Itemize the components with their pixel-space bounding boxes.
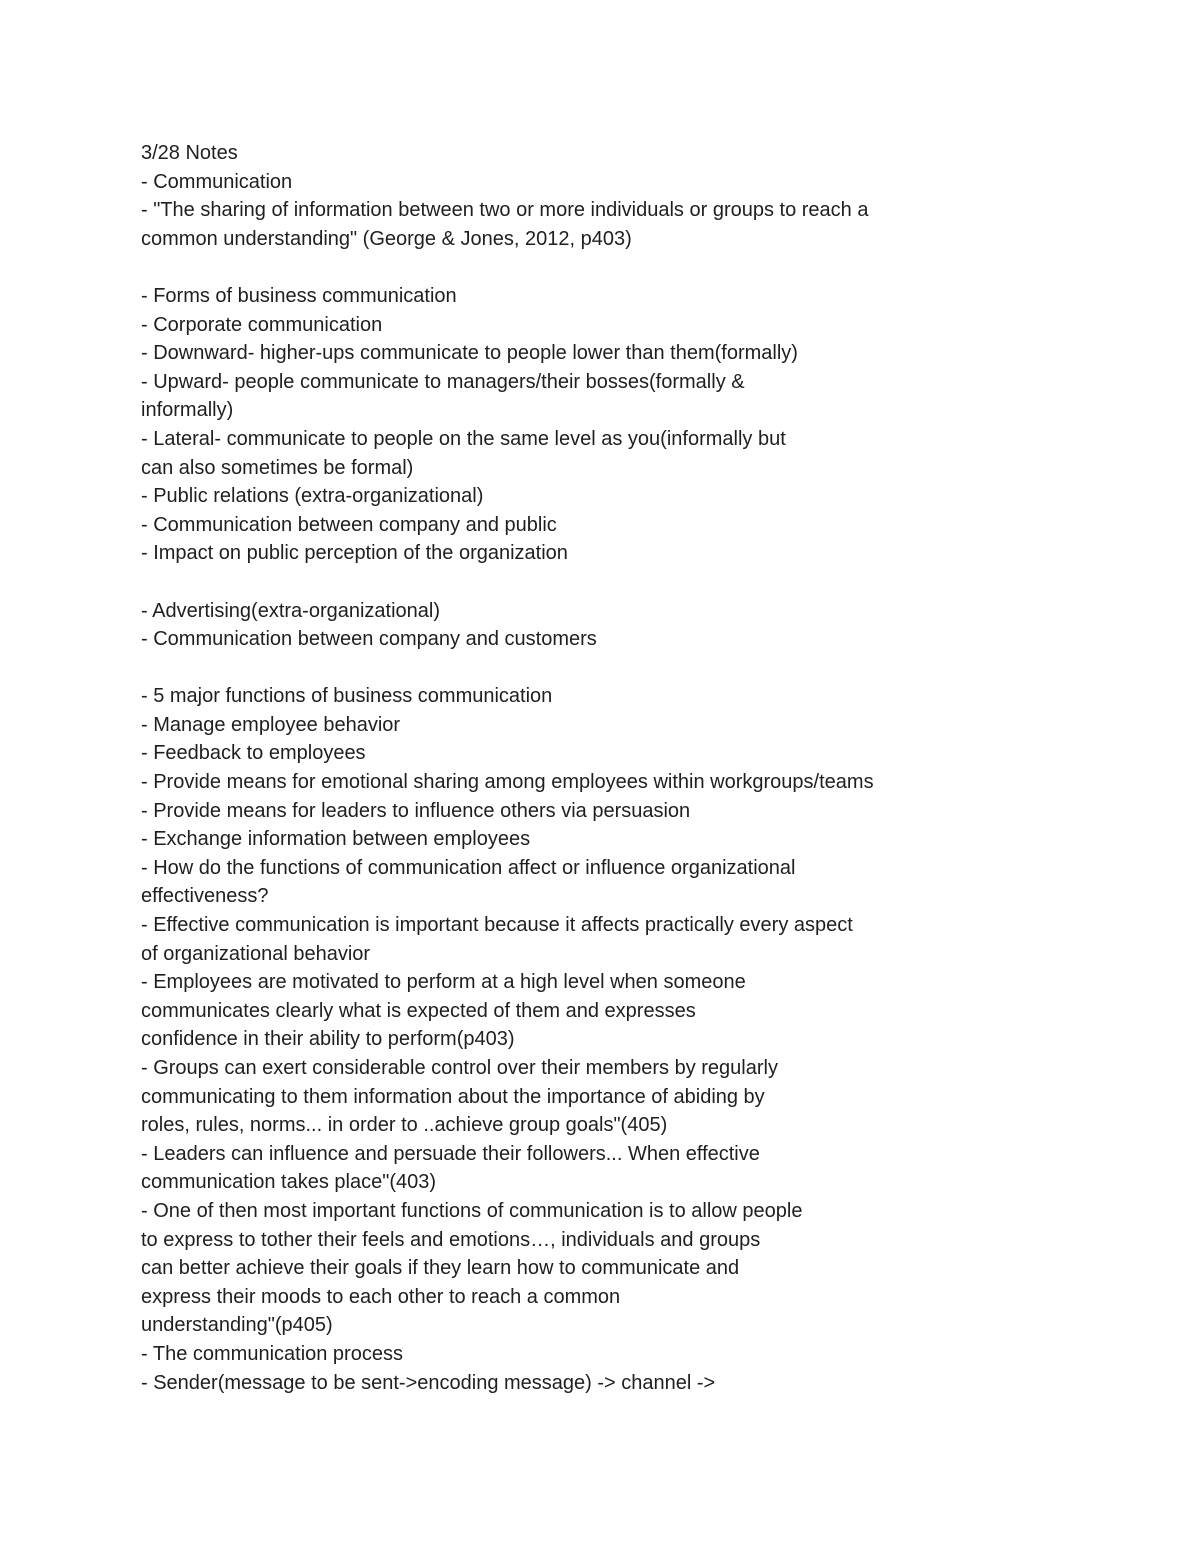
note-line: roles, rules, norms... in order to ..achieve group goals"(405) xyxy=(141,1114,668,1137)
note-line: effectiveness? xyxy=(141,885,269,908)
note-line: - Provide means for emotional sharing among employees within workgroups/teams xyxy=(141,771,874,794)
note-line: - Manage employee behavior xyxy=(141,713,401,736)
blank-line xyxy=(141,654,1141,683)
blank-line xyxy=(141,568,1141,597)
note-line: express their moods to each other to reach a common xyxy=(141,1285,621,1308)
note-line: understanding"(p405) xyxy=(141,1314,333,1337)
note-line: - Impact on public perception of the organization xyxy=(141,542,568,565)
note-line: - Communication between company and public xyxy=(141,513,557,536)
note-line: communicating to them information about the importance of abiding by xyxy=(141,1085,765,1108)
note-line: communicates clearly what is expected of them and expresses xyxy=(141,999,696,1022)
note-line: - Employees are motivated to perform at a high level when someone xyxy=(141,971,746,994)
note-line: - Lateral- communicate to people on the same level as you(informally but xyxy=(141,427,786,450)
note-line: - "The sharing of information between two or more individuals or groups to reach a xyxy=(141,199,869,222)
note-line: confidence in their ability to perform(p403) xyxy=(141,1028,515,1051)
note-line: - The communication process xyxy=(141,1342,403,1365)
note-line: - Downward- higher-ups communicate to people lower than them(formally) xyxy=(141,342,798,365)
note-line: - Corporate communication xyxy=(141,313,383,336)
note-line: - One of then most important functions of communication is to allow people xyxy=(141,1199,803,1222)
notes-title: 3/28 Notes xyxy=(141,142,238,164)
note-line: - Communication between company and customers xyxy=(141,628,597,651)
note-line: to express to tother their feels and emotions…, individuals and groups xyxy=(141,1228,761,1251)
note-line: - Effective communication is important because it affects practically every aspect xyxy=(141,914,853,937)
note-line: of organizational behavior xyxy=(141,942,371,965)
note-line: informally) xyxy=(141,399,234,422)
note-line: - Public relations (extra-organizational) xyxy=(141,485,484,508)
note-line: communication takes place"(403) xyxy=(141,1171,437,1194)
note-line: - Leaders can influence and persuade their followers... When effective xyxy=(141,1142,760,1165)
note-line: - Advertising(extra-organizational) xyxy=(141,599,441,622)
note-line: can better achieve their goals if they learn how to communicate and xyxy=(141,1257,740,1280)
note-line: - Communication xyxy=(141,170,293,193)
note-line: common understanding" (George & Jones, 2012, p403) xyxy=(141,227,632,250)
note-line: - Provide means for leaders to influence others via persuasion xyxy=(141,799,691,822)
note-line: - Groups can exert considerable control over their members by regularly xyxy=(141,1057,778,1079)
note-line: - Upward- people communicate to managers/their bosses(formally & xyxy=(141,370,745,393)
notes-body xyxy=(141,139,1141,1397)
note-line: - Exchange information between employees xyxy=(141,828,531,851)
blank-line xyxy=(141,253,1141,282)
note-line: - Forms of business communication xyxy=(141,284,457,307)
note-line: - How do the functions of communication affect or influence organizational xyxy=(141,856,796,879)
note-line: - Sender(message to be sent->encoding message) -> channel -> xyxy=(141,1371,716,1394)
note-line: - Feedback to employees xyxy=(141,742,366,765)
note-line: - 5 major functions of business communication xyxy=(141,685,553,708)
note-line: can also sometimes be formal) xyxy=(141,456,414,479)
